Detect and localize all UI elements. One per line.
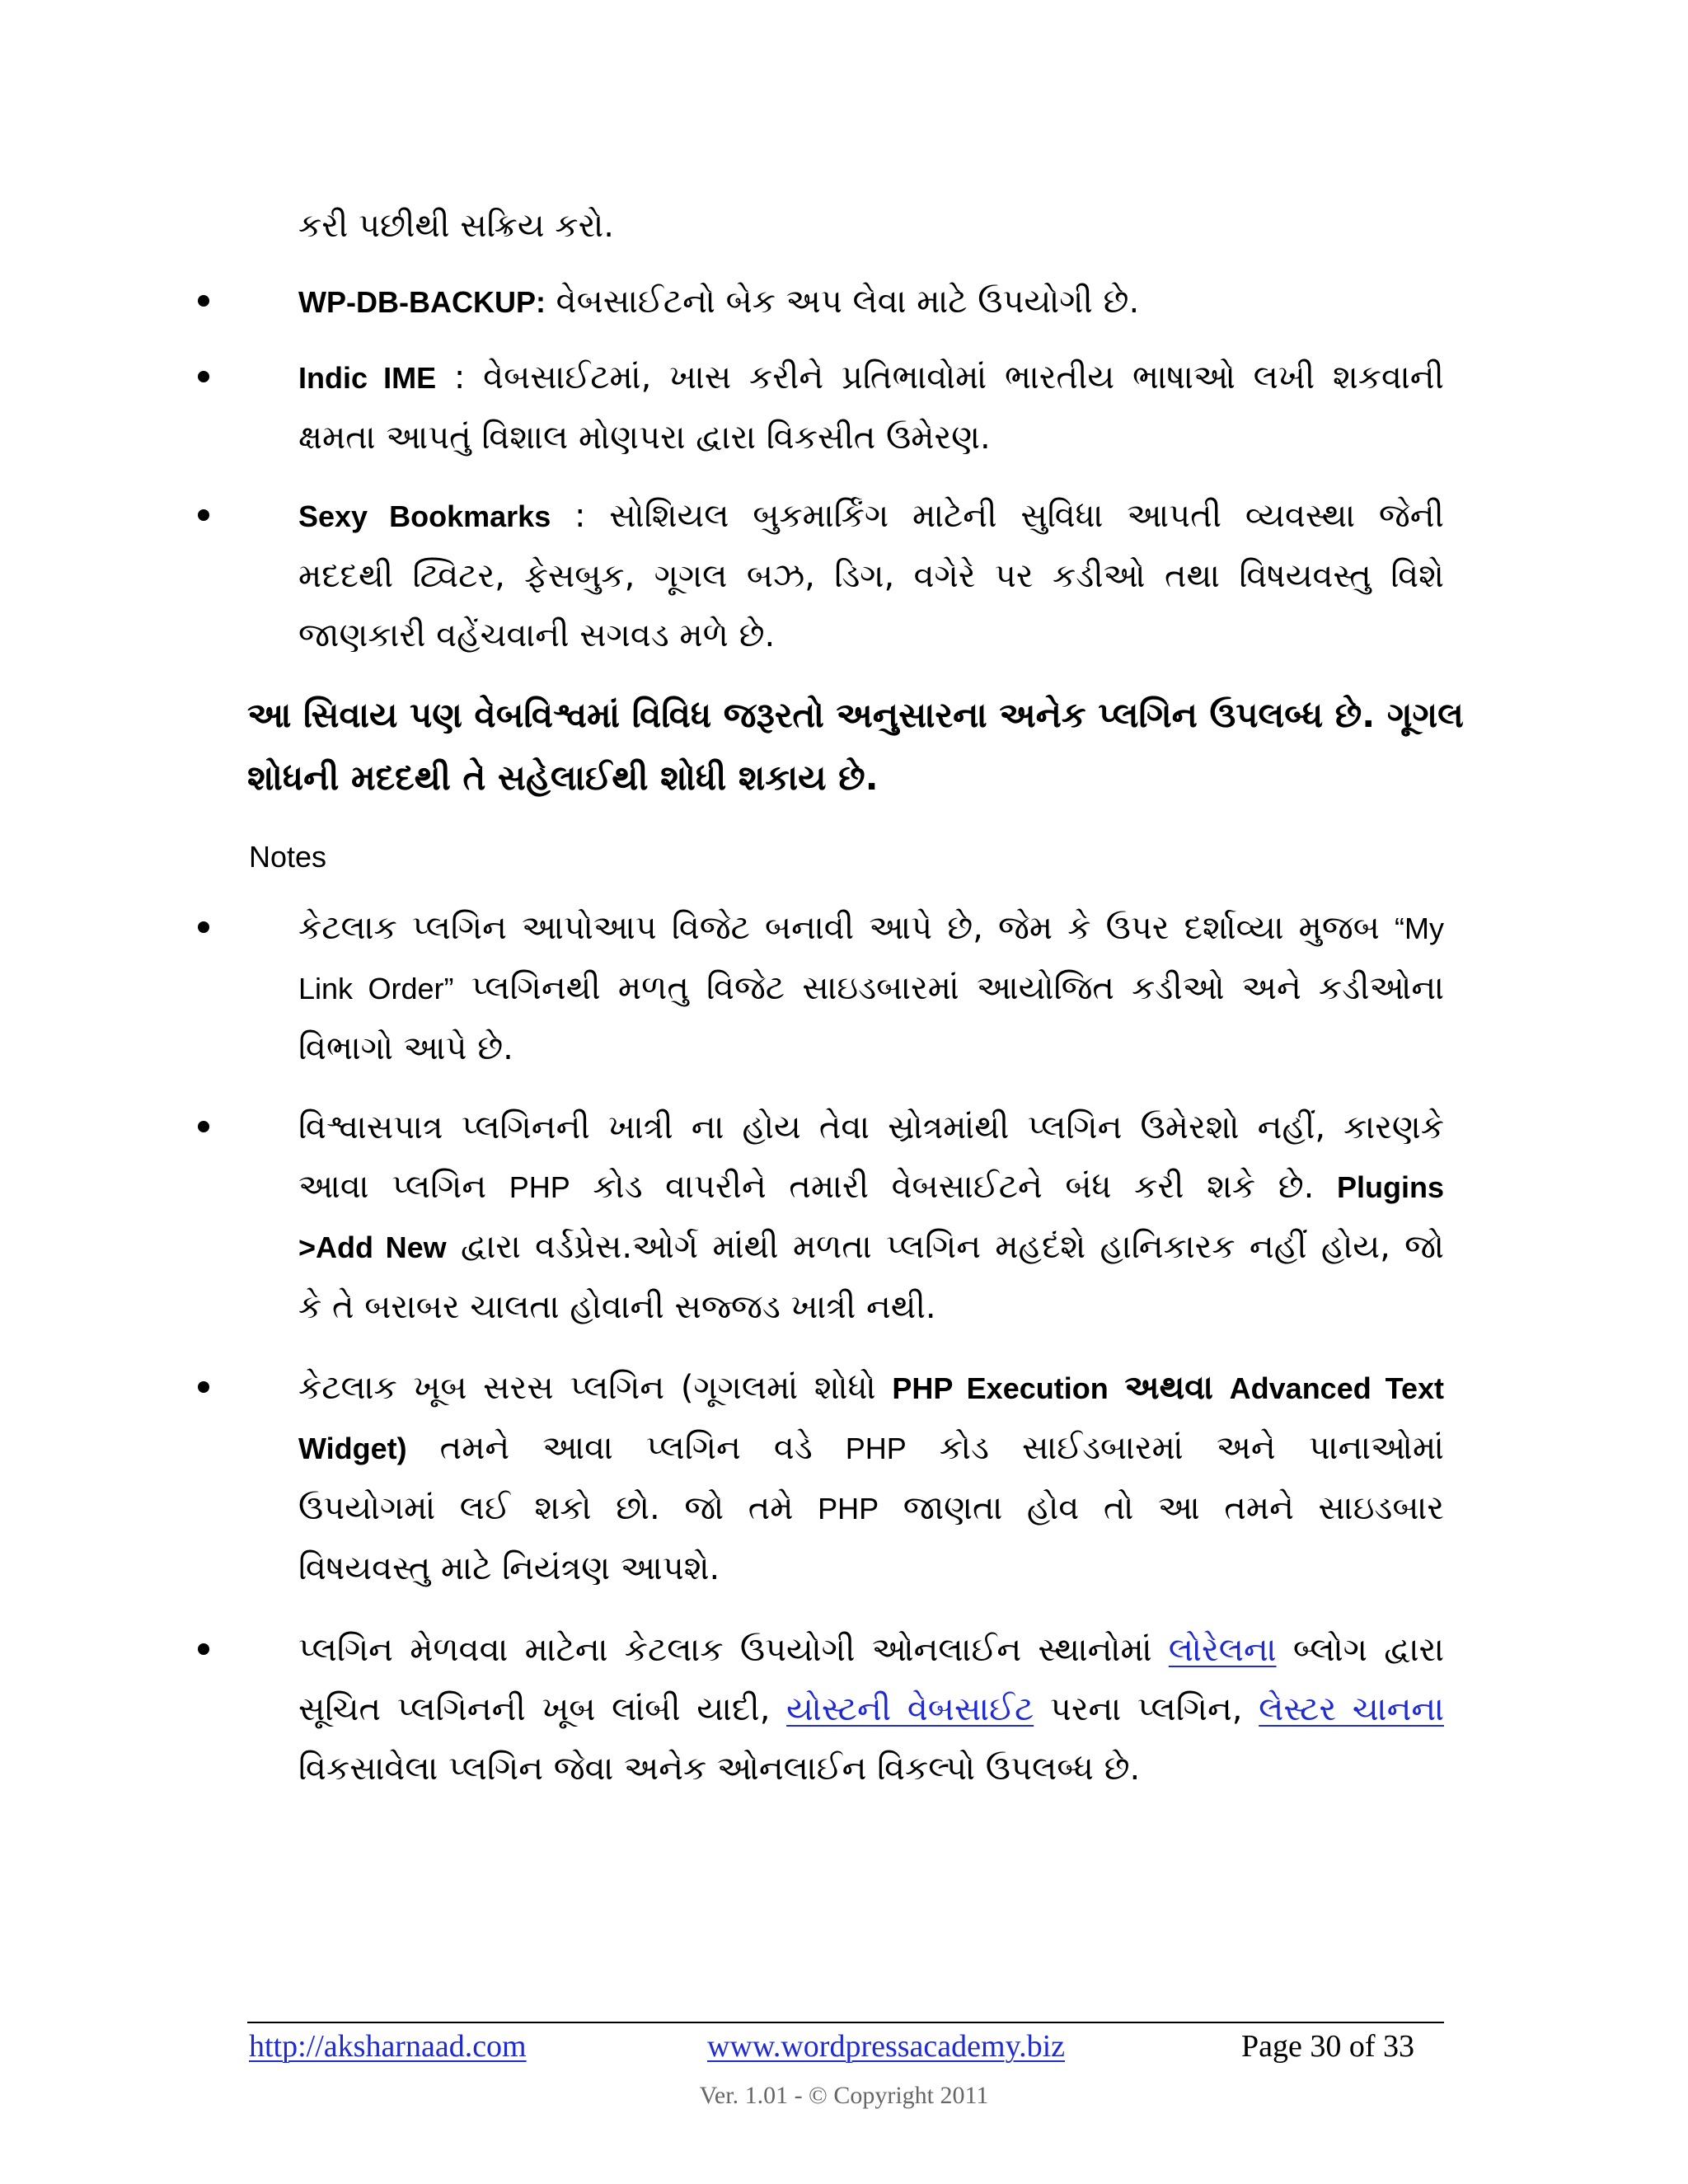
note-line: કે તે બરાબર ચાલતા હોવાની સજ્જડ ખાત્રી નથી. xyxy=(298,1288,936,1326)
note-text: બ્લોગ દ્વારા xyxy=(1292,1631,1444,1669)
note-text: સૂચિત પ્લગિનની ખૂબ લાંબી યાદી, xyxy=(298,1690,771,1728)
plugin-description: વેબસાઈટનો બેક અપ લેવા માટે ઉપયોગી છે. xyxy=(556,283,1140,321)
yoast-website-link[interactable]: યોસ્ટની વેબસાઈટ xyxy=(786,1690,1034,1728)
footer-middle xyxy=(707,2026,1065,2067)
page-number: Page 30 of 33 xyxy=(1241,2029,1415,2064)
version-copyright: Ver. 1.01 - © Copyright 2011 xyxy=(699,2082,989,2109)
bullet-line: મદદથી ટ્વિટર, ફેસબુક, ગૂગલ બઝ, ડિગ, વગેરે પર કડીઓ તથા વિષયવસ્તુ વિશે xyxy=(298,557,1444,595)
bullet-dot-icon xyxy=(198,921,209,933)
note-text: તમને આવા પ્લગિન વડે xyxy=(439,1429,813,1467)
note-latin-bold: >Add New xyxy=(298,1230,447,1264)
note-text: અથવા xyxy=(1124,1369,1213,1407)
note-latin-bold: PHP Execution xyxy=(892,1371,1109,1405)
bullet-dot-icon xyxy=(198,1381,209,1393)
bullet-indic-ime xyxy=(247,348,1444,467)
note-latin-text: PHP xyxy=(818,1492,879,1526)
bullet-line xyxy=(298,272,1444,332)
summary-paragraph xyxy=(247,684,1464,809)
note-text: આવા પ્લગિન xyxy=(298,1168,487,1206)
note-line xyxy=(298,1157,1444,1217)
note-line xyxy=(298,1479,1444,1539)
note-line xyxy=(298,1680,1444,1739)
summary-line: આ સિવાય પણ વેબવિશ્વમાં વિવિધ જરૂરતો અનુસારના અનેક પ્લગિન ઉપલબ્ધ છે. ગૂગલ xyxy=(247,695,1464,735)
note-latin-text: PHP xyxy=(509,1170,570,1204)
note-line xyxy=(298,1620,1444,1680)
note-text: જાણતા હોવ તો આ તમને સાઇડબાર xyxy=(903,1489,1444,1527)
bullet-dot-icon xyxy=(198,1643,209,1655)
note-text: ઉપયોગમાં લઈ શકો છો. જો તમે xyxy=(298,1489,794,1527)
bullet-dot-icon xyxy=(198,295,209,307)
bullet-line: ક્ષમતા આપતું વિશાલ મોણપરા દ્વારા વિકસીત ઉમેરણ. xyxy=(298,419,991,457)
note-item-3 xyxy=(247,1358,1444,1598)
bullet-line xyxy=(298,348,1444,408)
note-line xyxy=(298,1358,1444,1418)
plugin-name: Sexy Bookmarks xyxy=(298,499,551,533)
bullet-dot-icon xyxy=(198,509,209,521)
bullet-dot-icon xyxy=(198,1121,209,1132)
note-text: પરના પ્લગિન, xyxy=(1049,1690,1243,1728)
note-line xyxy=(298,1217,1444,1277)
lester-chan-link[interactable]: લેસ્ટર ચાનના xyxy=(1259,1690,1444,1728)
note-latin-bold: Advanced Text xyxy=(1229,1371,1445,1405)
note-text: પ્લગિન મેળવવા માટેના કેટલાક ઉપયોગી ઓનલાઈન સ્થાનોમાં xyxy=(298,1631,1152,1669)
note-line xyxy=(298,958,1444,1019)
note-text: દ્વારા વર્ડપ્રેસ.ઓર્ગ માંથી મળતા પ્લગિન મહદંશે હાનિકારક નહીં હોય, જો xyxy=(460,1228,1444,1266)
note-line: વિશ્વાસપાત્ર પ્લગિનની ખાત્રી ના હોય તેવા સ્રોત્રમાંથી પ્લગિન ઉમેરશો નહીં, કારણકે xyxy=(298,1108,1444,1146)
note-text: પ્લગિનથી મળતુ વિજેટ સાઇડબારમાં આયોજિત કડીઓ અને કડીઓના xyxy=(471,969,1445,1007)
plugin-name: Indic IME xyxy=(298,361,437,395)
footer-divider xyxy=(247,2022,1444,2023)
plugin-name: WP-DB-BACKUP: xyxy=(298,285,546,319)
note-line: વિકસાવેલા પ્લગિન જેવા અનેક ઓનલાઈન વિકલ્પો ઉપલબ્ધ છે. xyxy=(298,1750,1141,1788)
plugin-description: : વેબસાઈટમાં, ખાસ કરીને પ્રતિભાવોમાં ભારતીય ભાષાઓ લખી શકવાની xyxy=(453,359,1444,396)
notes-heading: Notes xyxy=(249,840,327,874)
bullet-dot-icon xyxy=(198,371,209,382)
note-text: કેટલાક ખૂબ સરસ પ્લગિન (ગૂગલમાં શોધો xyxy=(298,1369,876,1407)
plugin-description: : સોશિયલ બુકમાર્કિંગ માટેની સુવિધા આપતી વ્યવસ્થા જેની xyxy=(574,497,1445,535)
note-line xyxy=(298,898,1444,958)
note-text: કોડ વાપરીને તમારી વેબસાઈટને બંધ કરી શકે છે. xyxy=(593,1168,1315,1206)
bullet-line xyxy=(298,486,1444,546)
note-text: કેટલાક પ્લગિન આપોઆપ વિજેટ બનાવી આપે છે, જેમ કે ઉપર દર્શાવ્યા મુજબ xyxy=(298,909,1380,947)
note-item-4 xyxy=(247,1620,1444,1798)
bullet-sexy-bookmarks xyxy=(247,486,1444,665)
bullet-line: જાણકારી વહેંચવાની સગવડ મળે છે. xyxy=(298,616,776,654)
note-item-1 xyxy=(247,898,1444,1078)
laurel-blog-link[interactable]: લોરેલના xyxy=(1168,1631,1277,1669)
footer-left xyxy=(249,2026,527,2067)
note-line: વિષયવસ્તુ માટે નિયંત્રણ આપશે. xyxy=(298,1549,720,1587)
note-latin-bold: Plugins xyxy=(1336,1170,1444,1204)
note-line: વિભાગો આપે છે. xyxy=(298,1029,513,1067)
note-latin-text: PHP xyxy=(845,1432,907,1465)
note-latin-bold: Widget) xyxy=(298,1432,407,1465)
summary-line: શોધની મદદથી તે સહેલાઈથી શોધી શકાય છે. xyxy=(247,757,879,798)
note-latin-text: Link Order” xyxy=(298,972,454,1005)
note-item-2 xyxy=(247,1098,1444,1337)
wordpressacademy-link[interactable]: www.wordpressacademy.biz xyxy=(707,2029,1066,2064)
continuation-text xyxy=(298,196,1495,255)
aksharnaad-link[interactable]: http://aksharnaad.com xyxy=(249,2029,527,2064)
note-latin-text: “My xyxy=(1395,912,1444,945)
note-text: કોડ સાઈડબારમાં અને પાનાઓમાં xyxy=(939,1429,1444,1467)
note-line xyxy=(298,1418,1444,1479)
continuation-line: કરી પછીથી સક્રિય કરો. xyxy=(298,207,615,245)
bullet-wp-db-backup xyxy=(247,272,1444,332)
